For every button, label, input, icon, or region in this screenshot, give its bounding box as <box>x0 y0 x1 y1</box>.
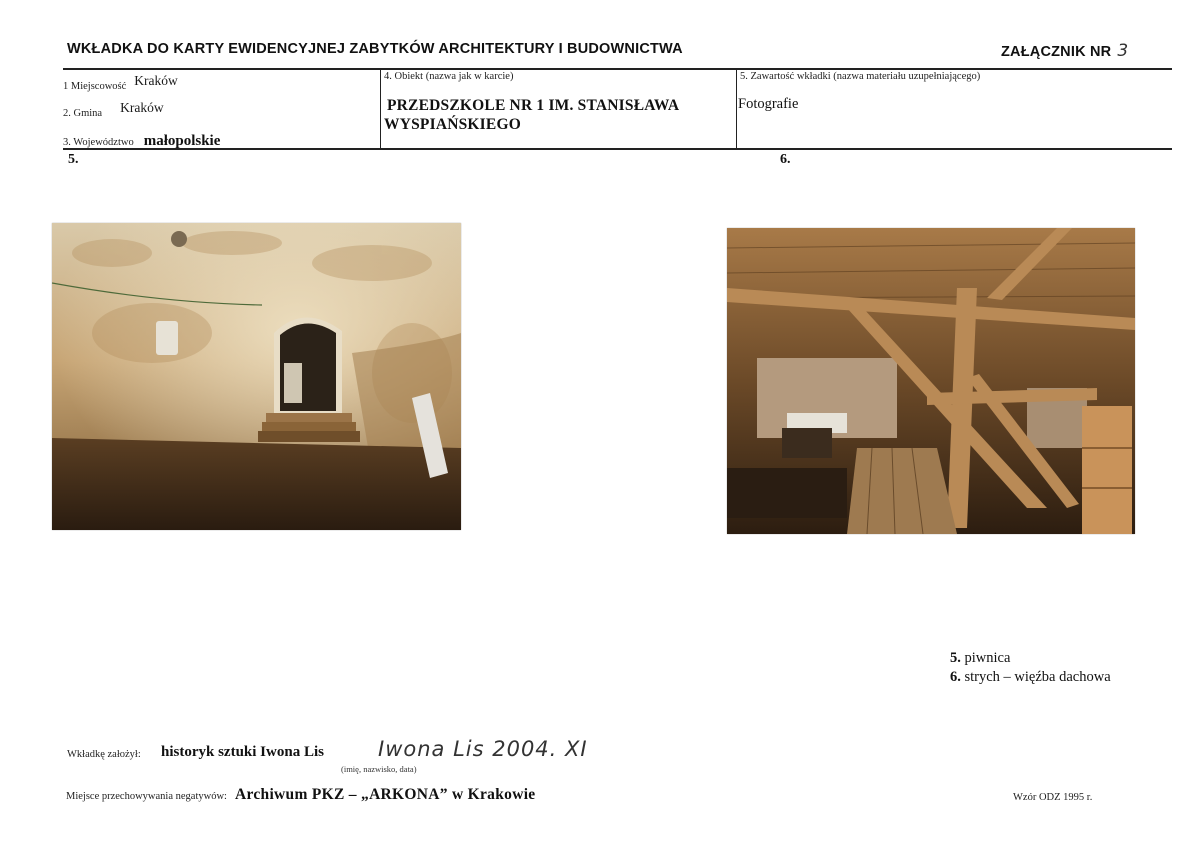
created-by-value: historyk sztuki Iwona Lis <box>161 744 324 760</box>
photo-captions <box>950 649 1111 687</box>
content-value: Fotografie <box>738 96 799 112</box>
voivodeship-value: małopolskie <box>143 133 221 149</box>
form-template-label: Wzór ODZ 1995 r. <box>1013 792 1093 803</box>
object-name <box>384 96 679 134</box>
created-by-label: Wkładkę założył: <box>67 749 141 760</box>
caption-item <box>950 649 1111 668</box>
table-bottom-border <box>63 148 1172 150</box>
signature: Iwona Lis 2004. XI <box>378 737 588 761</box>
object-label: 4. Obiekt (nazwa jak w karcie) <box>384 71 514 82</box>
table-top-border <box>63 68 1172 70</box>
commune-value: Kraków <box>120 100 164 115</box>
locality-field <box>63 73 178 94</box>
photo-cellar <box>52 223 461 530</box>
caption-text: strych – więźba dachowa <box>964 669 1111 685</box>
caption-item <box>950 668 1111 687</box>
caption-text: piwnica <box>964 650 1011 666</box>
caption-number: 6. <box>950 669 961 685</box>
commune-label: 2. Gmina <box>63 108 103 119</box>
locality-value: Kraków <box>134 73 178 88</box>
attachment-label-text: ZAŁĄCZNIK NR <box>1001 44 1112 60</box>
created-by-hint: (imię, nazwisko, data) <box>341 764 417 774</box>
commune-field <box>63 100 164 121</box>
photo-attic <box>727 228 1135 534</box>
caption-number: 5. <box>950 650 961 666</box>
attic-image <box>727 228 1135 534</box>
attachment-label <box>1001 41 1128 61</box>
object-name-line-1: PRZEDSZKOLE NR 1 IM. STANISŁAWA <box>387 97 680 114</box>
storage-field <box>66 786 535 804</box>
voivodeship-field <box>63 132 220 150</box>
storage-label: Miejsce przechowywania negatywów: <box>66 791 227 802</box>
content-label: 5. Zawartość wkładki (nazwa materiału uzupełniającego) <box>740 71 981 82</box>
table-divider-2 <box>736 69 737 149</box>
locality-label: 1 Miejscowość <box>63 81 127 92</box>
storage-value: Archiwum PKZ – „ARKONA” w Krakowie <box>234 786 536 803</box>
cellar-image <box>52 223 461 530</box>
form-title: WKŁADKA DO KARTY EWIDENCYJNEJ ZABYTKÓW ARCHITEKTURY I BUDOWNICTWA <box>67 41 683 57</box>
photo-number-left: 5. <box>68 152 79 167</box>
attachment-number: 3 <box>1117 41 1129 61</box>
object-name-line-2: WYSPIAŃSKIEGO <box>384 116 521 133</box>
voivodeship-label: 3. Województwo <box>63 137 134 148</box>
photo-number-right: 6. <box>780 152 791 167</box>
table-divider-1 <box>380 69 381 149</box>
